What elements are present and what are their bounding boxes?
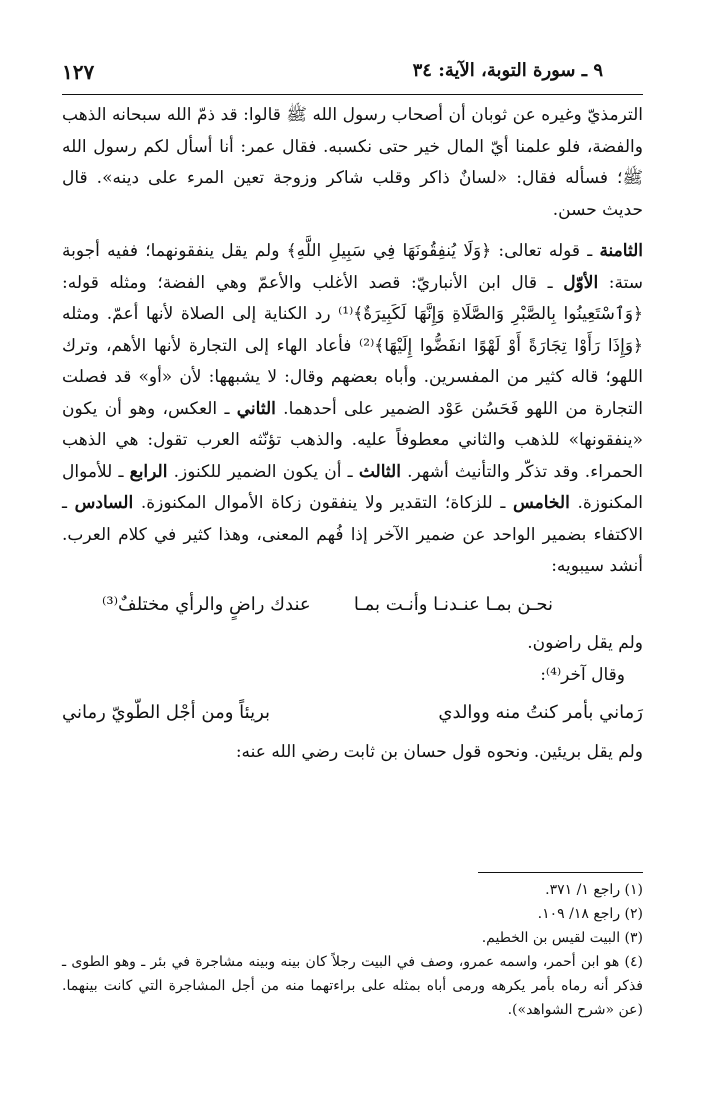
paragraph: ولم يقل راضون. <box>527 633 643 653</box>
footnote-rule <box>478 872 643 873</box>
paragraph: الثامنة ـ قوله تعالى: ﴿وَلَا يُنفِقُونَهَا فِي سَبِيلِ اللَّهِ﴾ ولم يقل ينفقونهما؛ ففيه أجوبة ستة: الأوّل ـ قال ابن الأنباريّ: قصد الأغلب والأعمّ وهي الفضة؛ ومثله قوله: ﴿وَٱسْتَعِينُوا بِالصَّبْرِ وَالصَّلَاةِ وَإِنَّهَا لَكَبِيرَةٌ﴾⁽¹⁾ رد الكناية إلى الصلاة لأنها أعمّ. ومثله ﴿وَإِذَا رَأَوْا تِجَارَةً أَوْ لَهْوًا انفَضُّوا إِلَيْهَا﴾⁽²⁾ فأعاد الهاء إلى التجارة لأنها الأهم، وترك اللهو؛ قاله كثير من المفسرين. وأباه بعضهم وقال: لا يشبهها: لأن «أو» قد فصلت التجارة من اللهو فَحَسُن عَوْد الضمير على أحدهما. الثاني ـ العكس، وهو أن يكون «ينفقونها» للذهب والثاني معطوفاً عليه. والذهب تؤنّثه العرب تقول: هي الذهب الحمراء. وقد تذكّر والتأنيث أشهر. الثالث ـ أن يكون الضمير للكنوز. الرابع ـ للأموال المكنوزة. الخامس ـ للزكاة؛ التقدير ولا ينفقون زكاة الأموال المكنوزة. السادس ـ الاكتفاء بضمير الواحد عن ضمير الآخر إذا فُهم المعنى، وهذا كثير في كلام العرب. أنشد سيبويه: <box>62 241 644 576</box>
verse-second-hemistich: عندك راضٍ والرأي مختلفٌ⁽³⁾ <box>102 593 311 615</box>
answer-label: الثاني <box>236 398 276 419</box>
answer-label: الرابع <box>129 461 168 482</box>
poetry-verse <box>62 589 643 621</box>
footnotes <box>62 878 643 1022</box>
paragraph: الترمذيّ وغيره عن ثوبان أن أصحاب رسول الله ﷺ قالوا: قد ذمّ الله سبحانه الذهب والفضة، فلو علمنا أيّ المال خير حتى نكسبه. فقال عمر: أنا أسأل لكم رسول الله ﷺ؛ فسأله فقال: «لسانٌ ذاكر وقلب شاكر وزوجة تعين المرء على دينه». قال حديث حسن. <box>62 105 643 220</box>
main-text <box>62 100 643 768</box>
section-label: الثامنة <box>599 241 643 261</box>
page-number: ١٢٧ <box>62 60 95 84</box>
footnote: (١) راجع ١/ ٣٧١. <box>545 882 643 898</box>
answer-label: السادس <box>74 493 134 513</box>
paragraph: ولم يقل بريئين. ونحوه قول حسان بن ثابت رضي الله عنه: <box>235 741 643 762</box>
footnote: (٢) راجع ١٨/ ١٠٩. <box>537 906 643 922</box>
verse-first-hemistich: رَماني بأمر كنتُ منه ووالدي <box>438 702 643 723</box>
running-title: ٩ ـ سورة التوبة، الآية: ٣٤ <box>412 60 603 81</box>
paragraph: وقال آخر⁽⁴⁾: <box>540 664 625 685</box>
footnote: (٤) هو ابن أحمر، واسمه عمرو، وصف في البيت رجلاً كان بينه وبينه مشاجرة في بئر ـ وهو الطوى ـ فذكر أنه رماه بأمر يكرهه ورمى أباه بمثله على براءتهما منه من أجل المشاجرة التي كانت بينهما. (عن «شرح الشواهد»). <box>62 954 643 1018</box>
header-rule <box>62 94 643 95</box>
verse-second-hemistich: بريئاً ومن أجْل الطّويّ رماني <box>62 702 271 723</box>
footnote: (٣) البيت لقيس بن الخطيم. <box>481 930 643 946</box>
answer-label: الأوّل <box>563 272 599 293</box>
page-header <box>62 60 643 90</box>
poetry-verse <box>62 697 643 729</box>
answer-label: الثالث <box>358 461 401 482</box>
answer-label: الخامس <box>512 493 570 513</box>
verse-first-hemistich: نحـن بمـا عنـدنـا وأنـت بمـا <box>353 593 553 615</box>
